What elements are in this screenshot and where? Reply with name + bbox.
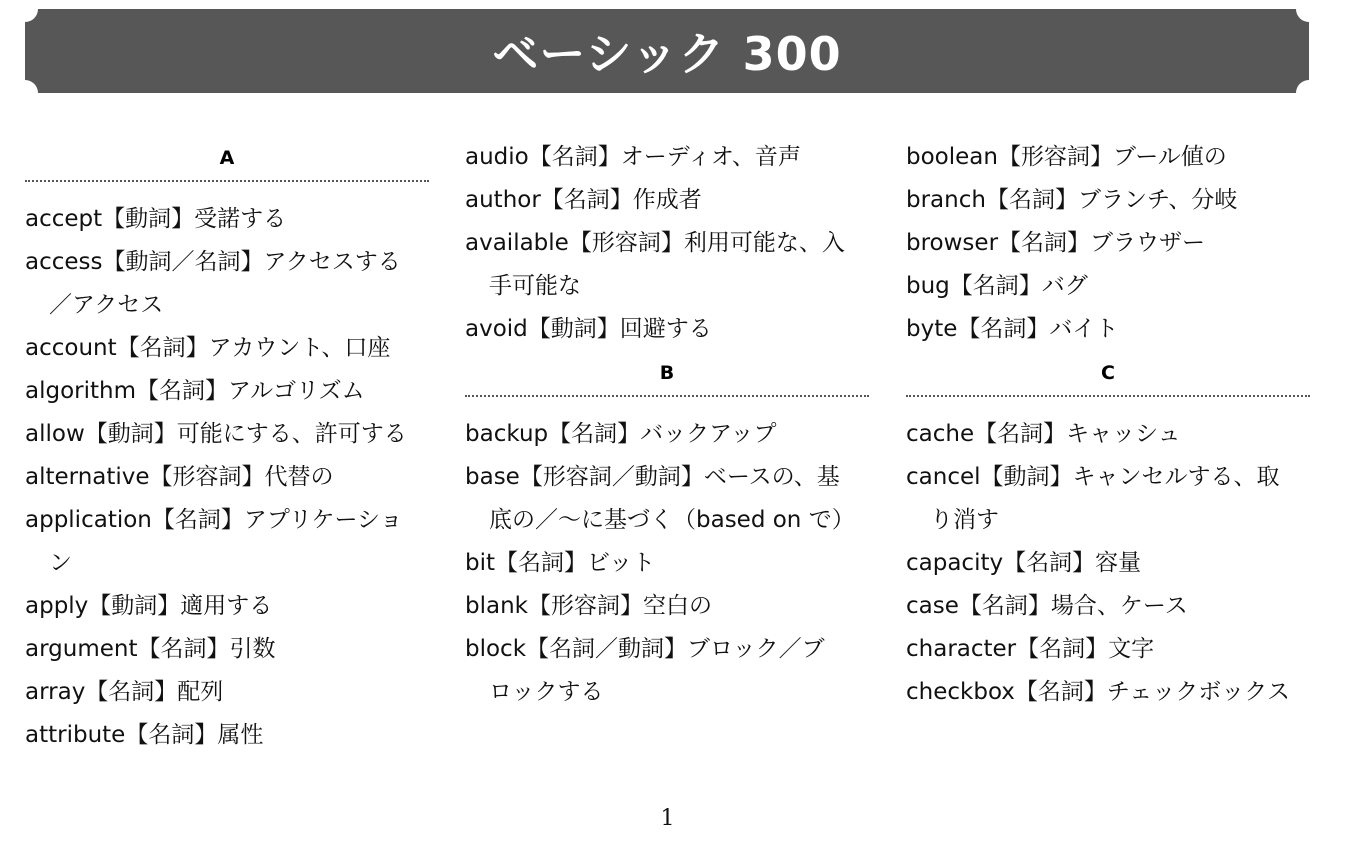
entry-block-continued: ロックする: [489, 679, 604, 705]
column-2: [465, 136, 869, 714]
entry-list-a-continued: [465, 136, 869, 351]
entry-cancel-continued: り消す: [930, 507, 999, 533]
entry-cache: cache【名詞】キャッシュ: [906, 421, 1181, 447]
entry-access: access【動詞／名詞】アクセスする: [25, 249, 401, 275]
entry-access-continued: ／アクセス: [49, 292, 164, 318]
entry-list-b: [465, 397, 869, 714]
entry-author: author【名詞】作成者: [465, 187, 702, 213]
banner-corner-notch: [1296, 80, 1322, 106]
entry-application: application【名詞】アプリケーショ: [25, 507, 403, 533]
entry-algorithm: algorithm【名詞】アルゴリズム: [25, 378, 365, 404]
banner-corner-notch: [1296, 0, 1322, 22]
entry-list-b-continued: [906, 136, 1310, 351]
entry-cancel: cancel【動詞】キャンセルする、取: [906, 464, 1280, 490]
entry-checkbox: checkbox【名詞】チェックボックス: [906, 679, 1290, 705]
entry-boolean: boolean【形容詞】ブール値の: [906, 144, 1227, 170]
entry-branch: branch【名詞】ブランチ、分岐: [906, 187, 1238, 213]
entry-accept: accept【動詞】受諾する: [25, 206, 287, 232]
entry-blank: blank【形容詞】空白の: [465, 593, 712, 619]
entry-backup: backup【名詞】バックアップ: [465, 421, 777, 447]
entry-byte: byte【名詞】バイト: [906, 316, 1119, 342]
entry-base-continued: 底の／〜に基づく（based on で）: [489, 507, 855, 533]
entry-browser: browser【名詞】ブラウザー: [906, 230, 1206, 256]
entry-alternative: alternative【形容詞】代替の: [25, 464, 334, 490]
entry-audio: audio【名詞】オーディオ、音声: [465, 144, 801, 170]
entry-block: block【名詞／動詞】ブロック／ブ: [465, 636, 825, 662]
entry-list-a: [25, 182, 429, 757]
entry-character: character【名詞】文字: [906, 636, 1155, 662]
entry-account: account【名詞】アカウント、口座: [25, 335, 391, 361]
column-1: [25, 136, 429, 757]
banner-corner-notch: [12, 80, 38, 106]
entry-available: available【形容詞】利用可能な、入: [465, 230, 845, 256]
entry-allow: allow【動詞】可能にする、許可する: [25, 421, 407, 447]
title-banner: [25, 9, 1309, 93]
section-header-b: [465, 351, 869, 397]
banner-corner-notch: [12, 0, 38, 22]
entry-list-c: [906, 397, 1310, 714]
entry-capacity: capacity【名詞】容量: [906, 550, 1142, 576]
entry-case: case【名詞】場合、ケース: [906, 593, 1188, 619]
entry-attribute: attribute【名詞】属性: [25, 722, 264, 748]
section-letter: C: [1101, 362, 1115, 384]
entry-bit: bit【名詞】ビット: [465, 550, 656, 576]
entry-bug: bug【名詞】バグ: [906, 273, 1088, 299]
entry-apply: apply【動詞】適用する: [25, 593, 273, 619]
page-number: 1: [660, 806, 675, 831]
entry-avoid: avoid【動詞】回避する: [465, 316, 712, 342]
entry-available-continued: 手可能な: [489, 273, 581, 299]
entry-argument: argument【名詞】引数: [25, 636, 276, 662]
section-letter: A: [219, 147, 235, 169]
section-header-a: [25, 136, 429, 182]
page-title: ベーシック 300: [492, 27, 842, 81]
entry-application-continued: ン: [49, 550, 72, 576]
entry-array: array【名詞】配列: [25, 679, 224, 705]
column-3: [906, 136, 1310, 714]
entry-base: base【形容詞／動詞】ベースの、基: [465, 464, 840, 490]
section-header-c: [906, 351, 1310, 397]
section-letter: B: [659, 362, 675, 384]
